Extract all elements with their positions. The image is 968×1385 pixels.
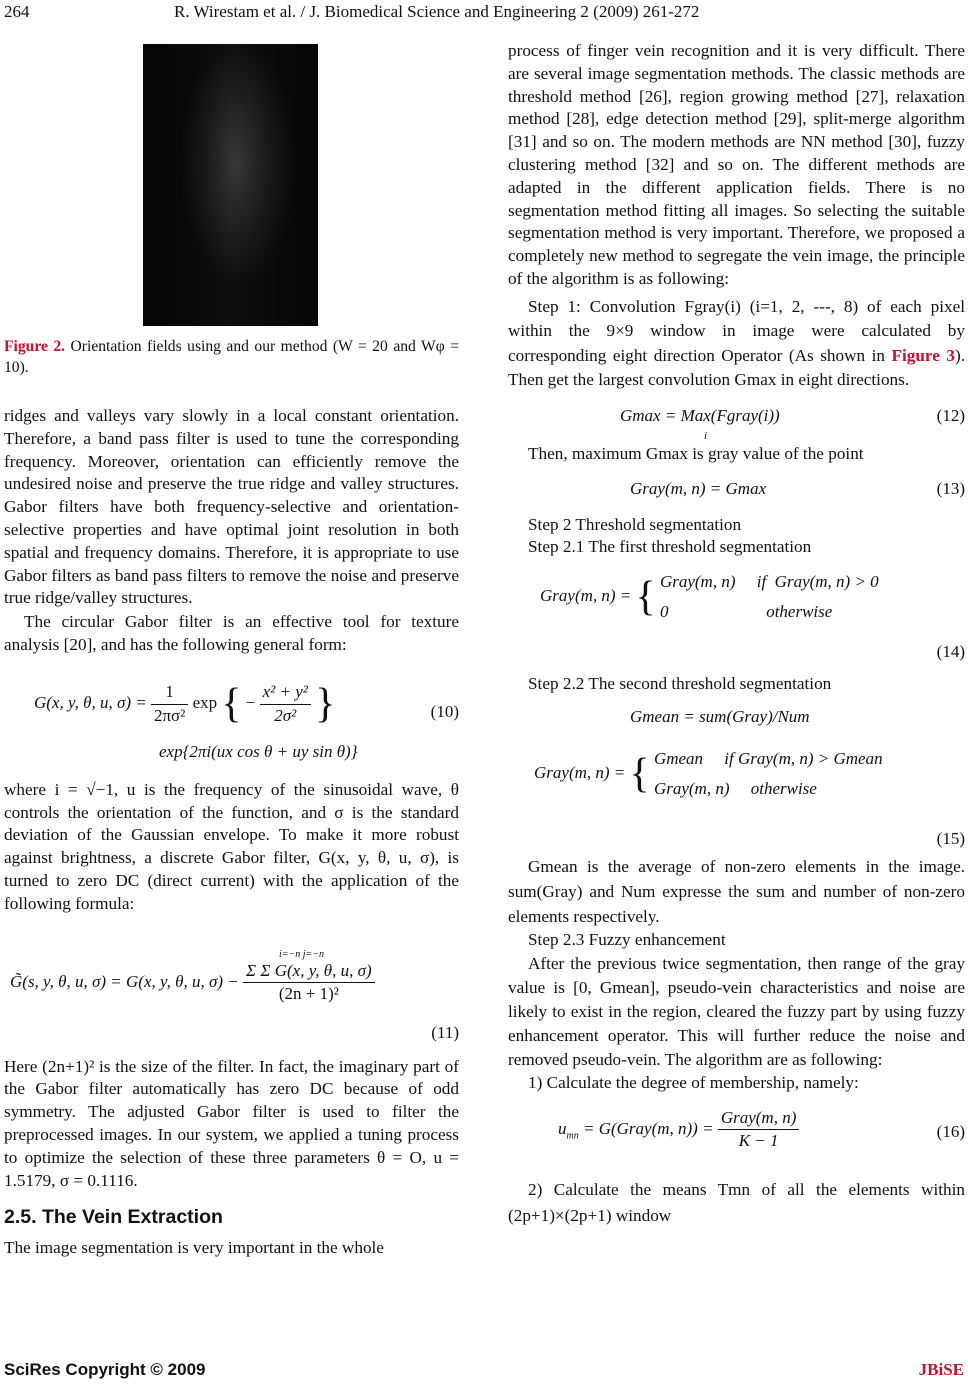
figure-label: Figure 2. <box>4 338 66 355</box>
left-paragraph-2: The circular Gabor filter is an effective tool for texture analysis [20], and has the following general form: <box>4 612 459 654</box>
eq11-frac: $\frac{\text{Σ Σ G(x, y, θ, u, σ)}}{\text{(2n + 1)²}}$ <box>243 960 375 1007</box>
equation-11 <box>4 930 459 1048</box>
running-title: R. Wirestam et al. / J. Biomedical Science and Engineering 2 (2009) 261-272 <box>174 2 700 21</box>
eq11-sum-range: i=−n j=−n <box>279 948 325 960</box>
right-paragraph-4: Gmean is the average of non-zero elements in the image. sum(Gray) and Num expresse the sum and number of non-zero elements respectively. <box>508 856 965 926</box>
eq12-number: (12) <box>936 405 965 425</box>
left-paragraph-4: Here (2n+1)² is the size of the filter. In fact, the imaginary part of the Gabor filter automatically has zero DC because of odd symmetry. The adjusted Gabor filter is used to filter the preprocessed images. In our system, we applied a tuning process to optimize the selection of these three parameters θ = O, u = 1.5179, σ = 0.1116. <box>4 1056 459 1190</box>
footer-journal: JBiSE <box>918 1360 964 1379</box>
figure-caption <box>4 336 459 378</box>
eq11-number: (11) <box>431 1022 459 1042</box>
equation-12: Gmax = Max(Fgray(i)) i (12) <box>620 405 965 442</box>
eq15-number: (15) <box>936 828 965 848</box>
equation-14: Gray(m, n) = { Gray(m, n) if Gray(m, n) > 0 0 otherwise (14) <box>508 565 965 665</box>
figure-caption-text: Orientation fields using and our method (W = 20 and Wφ = 10). <box>4 338 460 376</box>
right-paragraph-6: 1) Calculate the degree of membership, namely: <box>528 1072 859 1092</box>
page-number: 264 <box>4 2 30 21</box>
eq10-line2: exp{2πi(ux cos θ + uy sin θ)} <box>159 741 358 761</box>
left-column <box>4 40 459 1260</box>
left-paragraph-5: The image segmentation is very important in the whole <box>4 1238 384 1258</box>
step-2-3: Step 2.3 Fuzzy enhancement <box>528 929 726 949</box>
eq13-number: (13) <box>936 478 965 498</box>
right-paragraph-5: After the previous twice segmentation, then range of the gray value is [0, Gmean], pseudo-vein characteristics and noise are likely to exist in the region, cleared the fuzzy part by using fuzzy enhancement operator. This will further reduce the noise and removed pseudo-vein. The algorithm are as following: <box>508 953 965 1069</box>
eq10-frac2: $\frac{\text{x² + y²}}{\text{2σ²}}$ <box>260 681 311 728</box>
step-2-1: Step 2.1 The first threshold segmentation <box>528 537 812 557</box>
equation-15a: Gmean = sum(Gray)/Num <box>630 706 810 726</box>
page-header <box>0 0 968 30</box>
right-paragraph-3: Then, maximum Gmax is gray value of the point <box>528 443 864 463</box>
equation-10: G(x, y, θ, u, σ) = $\frac{1}{\text{2πσ²}}$ exp { − $\frac{\text{x² + y²}}{\text{2σ²}}$ } exp{2πi(ux cos θ + uy sin θ)} (10) <box>4 671 459 771</box>
eq11-lhs: G̃(s, y, θ, u, σ) = G(x, y, θ, u, σ) − <box>10 971 239 991</box>
right-column <box>508 40 965 1229</box>
eq10-number: (10) <box>430 701 459 721</box>
step-2-2: Step 2.2 The second threshold segmentation <box>528 674 832 694</box>
section-heading: 2.5. The Vein Extraction <box>4 1206 223 1229</box>
equation-16: $u_{mn}$ = G(Gray(m, n)) = $\frac{\text{Gray(m, n)}}{K - 1}$ (16) <box>508 1103 965 1169</box>
right-paragraph-2: Step 1: Convolution Fgray(i) (i=1, 2, ---, 8) of each pixel within the 9×9 window in image were calculated by corresponding eight direction Operator (As shown in Figure 3). Then get the largest convolution Gmax in eight directions. <box>508 296 966 390</box>
right-paragraph-1: process of finger vein recognition and it is very difficult. There are several image segmentation methods. The classic methods are threshold method [26], region growing method [27], relaxation method [28], edge detection method [29], split-merge algorithm [31] and so on. The modern methods are NN method [30], fuzzy clustering method [32] and so on. The different methods are adapted in the different application fields. There is no segmentation method fitting all images. So selecting the suitable segmentation method is very important. Therefore, we proposed a completely new method to segregate the vein image, the principle of the algorithm is as following: <box>508 41 965 288</box>
step-2: Step 2 Threshold segmentation <box>528 514 742 534</box>
eq16-frac: $\frac{\text{Gray(m, n)}}{K - 1}$ <box>718 1107 800 1154</box>
right-paragraph-7: 2) Calculate the means Tmn of all the elements within (2p+1)×(2p+1) window <box>508 1179 965 1225</box>
equation-15: Gray(m, n) = { Gmean if Gray(m, n) > Gmean Gray(m, n) otherwise (15) <box>508 744 965 850</box>
footer-copyright: SciRes Copyright © 2009 <box>4 1360 206 1379</box>
eq10-frac1: $\frac{1}{\text{2πσ²}}$ <box>151 681 188 728</box>
eq16-number: (16) <box>936 1121 965 1141</box>
left-paragraph-1: ridges and valleys vary slowly in a local constant orientation. Therefore, a band pass filter is used to tune the corresponding frequency. Moreover, orientation can efficiently remove the undesired noise and preserve the true ridge and valley structures. Gabor filters have both frequency-selective and orientation-selective properties and have optimal joint resolution in both spatial and frequency domains. Therefore, it is appropriate to use Gabor filters as band pass filters to remove the noise and preserve true ridge/valley structures. <box>4 406 459 608</box>
figure-3-ref[interactable]: Figure 3 <box>891 345 955 365</box>
figure-2-image <box>143 44 318 326</box>
equation-13: Gray(m, n) = Gmax (13) <box>508 474 965 508</box>
eq10-lhs: G(x, y, θ, u, σ) = <box>34 692 147 712</box>
left-paragraph-3: where i = √−1, u is the frequency of the sinusoidal wave, θ controls the orientation of the function, and σ is the standard deviation of the Gaussian envelope. To make it more robust against brightness, a discrete Gabor filter, G(x, y, θ, u, σ), is turned to zero DC (direct current) with the application of the following formula: <box>4 779 459 913</box>
eq14-number: (14) <box>936 642 965 662</box>
